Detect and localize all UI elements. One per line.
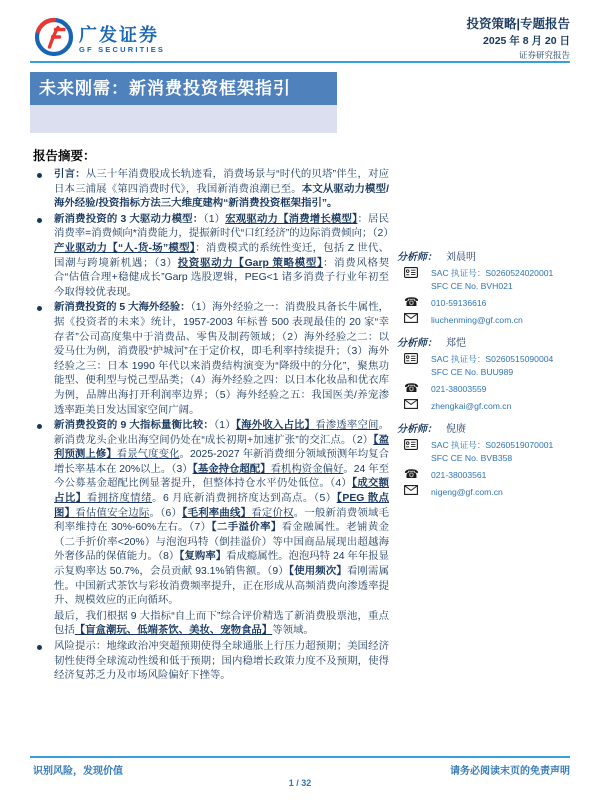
analyst-email: nigeng@gf.com.cn (431, 487, 503, 497)
envelope-icon (397, 313, 431, 325)
analyst-block (397, 248, 573, 327)
summary-bullet (33, 213, 394, 301)
analyst-sac-number: SAC 执证号：S0260524020001 (431, 268, 554, 278)
text-segment: 本文从驱动力模型/海外经验/投资指标方法三大维度建构“新消费投资框架指引”。 (54, 183, 389, 210)
text-segment: 新消费投资的 5 大海外经验： (54, 302, 191, 314)
footer-divider (30, 756, 570, 758)
analyst-block (397, 420, 573, 499)
text-segment: 。2025-2027 年新消费细分领域预测年均复合增长率基本在 20%以上。（3） (54, 449, 390, 475)
analyst-header (397, 248, 573, 263)
text-segment: （1）海外经验之一：消费股具备长牛属性，据《投资者的未来》统计，1957-2003 年标普 500 表现最佳的 20 家“幸存者”公司高度集中于消费品、零售及制药领域；（2）海外经验之二：以爱马仕为例，消费股“护城河”在于定价权，即毛利率持续提升；（3）海外经验之三：日本 1990 年代以来消费结构演变为“降级中的分化”，聚焦功能型、便利型与悦己型品类；（4）海外经验之四：以日本化妆品和优衣库为例，品牌出海打开利润率边界；（5）海外经验之五：我国医美/养宠渗透率距美日发达国家空间广阔。 (54, 302, 389, 416)
report-type: 投资策略|专题报告 (466, 17, 570, 31)
envelope-icon (397, 399, 431, 411)
text-segment: ：消费风格契合“估值合理+稳健成长”Garp 选股逻辑，PEG<1 诸多消费子行业年初至今取得较优表现。 (54, 257, 390, 298)
report-date: 2025 年 8 月 20 日 (483, 35, 570, 47)
bullet-marker-icon (33, 610, 54, 639)
page-number: 1 / 32 (288, 778, 312, 788)
analyst-email: zhengkai@gf.com.cn (431, 401, 512, 411)
analyst-header (397, 334, 573, 349)
page-header (33, 16, 570, 62)
analyst-email: liuchenming@gf.com.cn (431, 315, 523, 325)
phone-icon: ☎ (404, 295, 419, 309)
analyst-phone: 021-38003559 (431, 384, 487, 394)
text-segment: 。（6） (149, 507, 183, 519)
text-segment: 。新消费龙头企业出海空间仍处在“成长初期+加速扩张”的交汇点。（2） (54, 420, 389, 446)
analyst-sac-number: SAC 执证号：S0260515090004 (431, 354, 554, 364)
analyst-phone: 010-59136616 (431, 298, 487, 308)
summary-bullet (33, 168, 389, 212)
text-segment: 看机构资金偏好 (270, 463, 344, 475)
text-segment: ：居民消费率=消费倾向*消费能力，提振新时代“口红经济”的边际消费倾向；（2） (54, 213, 394, 240)
text-segment: 最后，我们根据 9 大指标“自上而下”综合评价精选了新消费股票池，重点包括 (54, 610, 389, 637)
text-segment: 【毛利率曲线】 (182, 507, 252, 519)
header-meta (467, 16, 571, 62)
header-divider (30, 61, 570, 63)
summary-bullet (33, 610, 389, 639)
text-segment: 【二手溢价率】 (211, 522, 282, 534)
analyst-block (397, 334, 573, 413)
text-segment: 【复购率】 (179, 551, 227, 563)
text-segment: 看定价权 (251, 507, 294, 519)
bullet-text (54, 419, 389, 609)
text-segment: 看估值安全边际 (75, 507, 150, 519)
bullet-marker-icon (33, 213, 54, 301)
summary-bullet (33, 301, 389, 418)
bullet-marker-icon (33, 168, 54, 212)
analysts-sidebar (397, 248, 573, 506)
bullet-marker-icon (33, 419, 54, 609)
title-underband (30, 105, 337, 133)
analyst-name: 刘晨明 (446, 252, 476, 263)
analyst-label: 分析师： (397, 338, 437, 349)
id-card-icon (397, 439, 431, 452)
text-segment: 新消费投资的 9 大指标量衡比较： (54, 420, 214, 432)
brand-name-cn: 广发证券 (79, 25, 159, 45)
text-segment: 看成瘾属性。泡泡玛特 24 年年报显示复购率达 50.7%，会员贡献 93.1%销售额。（9） (54, 551, 389, 578)
phone-icon: ☎ (404, 381, 419, 395)
analyst-sfc-number: SFC CE No. BVH021 (431, 281, 513, 291)
text-segment: 新消费投资的 3 大驱动力模型： (54, 213, 204, 225)
bullet-marker-icon (33, 640, 54, 684)
text-segment: 【盲盒潮玩、低端茶饮、美妆、宠物食品】 (74, 625, 273, 637)
analyst-name: 倪赓 (446, 424, 466, 435)
analyst-phone: 021-38003561 (431, 470, 487, 480)
id-card-icon (397, 267, 431, 280)
text-segment: 。6 月底新消费拥挤度达到高点。（5） (152, 493, 337, 505)
analyst-sfc-number: SFC CE No. BUU989 (431, 367, 514, 377)
text-segment: 【PEG 散点图】 (54, 493, 390, 519)
analyst-name: 郑恺 (446, 338, 466, 349)
text-segment: ：消费模式的系统性变迁，包括 Z 世代、国潮与跨境新机遇；（3） (54, 242, 389, 269)
bullet-marker-icon (33, 301, 54, 418)
brand-name-en: GF SECURITIES (79, 45, 166, 54)
analyst-sfc-number: SFC CE No. BVB358 (431, 453, 513, 463)
text-segment: （1） (203, 213, 226, 225)
bullet-text (54, 610, 389, 639)
report-category: 证券研究报告 (518, 50, 570, 60)
envelope-icon (397, 485, 431, 497)
text-segment: 【海外收入占比】 (235, 420, 316, 432)
summary-list (33, 168, 394, 685)
bullet-text (54, 213, 394, 301)
report-title: 未来刚需：新消费投资框架指引 (30, 72, 337, 105)
text-segment: 从三十年消费股成长轨迹看，消费场景与“时代的贝塔”伴生，对应日本三浦展《第四消费时代》，我国新消费浪潮已至。 (54, 169, 389, 195)
text-segment: 。一般新消费领域毛利率维持在 30%-60%左右。（7） (54, 507, 390, 534)
bullet-text (54, 168, 389, 212)
text-segment: 看刚需属性。中国新式茶饮与彩妆消费频率提升，正在形成从高频消费向渗透率提升、规模效应的正向循环。 (54, 566, 389, 607)
text-segment: 【成交额占比】 (54, 478, 389, 505)
text-segment: 看景气度变化 (116, 449, 180, 461)
text-segment: 等领域。 (272, 625, 314, 637)
footer-disclaimer-note: 请务必阅读末页的免责声明 (450, 766, 570, 777)
analyst-sac-number: SAC 执证号：S0260519070001 (431, 440, 554, 450)
brand-text (79, 25, 165, 54)
text-segment: 产业驱动力【“人-货-场”模型】 (54, 242, 196, 254)
id-card-icon (397, 353, 431, 366)
text-segment: 【使用频次】 (288, 566, 347, 578)
summary-bullet (33, 419, 389, 609)
analyst-label: 分析师： (397, 424, 437, 435)
text-segment: （1） (213, 420, 236, 432)
text-segment: 看金融属性。老铺黄金（二手折价率<20%）与泡泡玛特（倒挂溢价）等中国商品展现出超越海外奢侈品的保值能力。（8） (54, 522, 389, 563)
bullet-text (54, 301, 389, 418)
summary-heading: 报告摘要： (33, 149, 96, 163)
analyst-header (397, 420, 573, 435)
text-segment: 【盈利预测上修】 (54, 434, 389, 461)
text-segment: 风险提示：地缘政治冲突超预期使得全球通胀上行压力超预期；美国经济韧性使得全球流动性缓和低于预期；国内稳增长政策力度不及预期，使得经济复苏乏力及市场风险偏好下挫等。 (54, 641, 389, 682)
gf-logo-icon (33, 16, 75, 63)
text-segment: 看渗透率空间 (315, 420, 379, 432)
text-segment: 。24 年至今公募基金超配比例显著提升，但整体持仓水平仍处低位。（4） (54, 463, 389, 490)
bullet-text (54, 640, 389, 684)
text-segment: 【基金持仓超配】 (192, 463, 271, 475)
summary-bullet (33, 640, 389, 684)
phone-icon: ☎ (404, 467, 419, 481)
analyst-label: 分析师： (397, 252, 437, 263)
text-segment: 宏观驱动力【消费增长模型】 (225, 213, 358, 225)
text-segment: 投资驱动力【Garp 策略模型】 (177, 257, 323, 269)
text-segment: 引言： (54, 169, 86, 180)
footer-slogan: 识别风险，发现价值 (33, 766, 123, 777)
text-segment: 看拥挤度情绪 (86, 493, 153, 505)
